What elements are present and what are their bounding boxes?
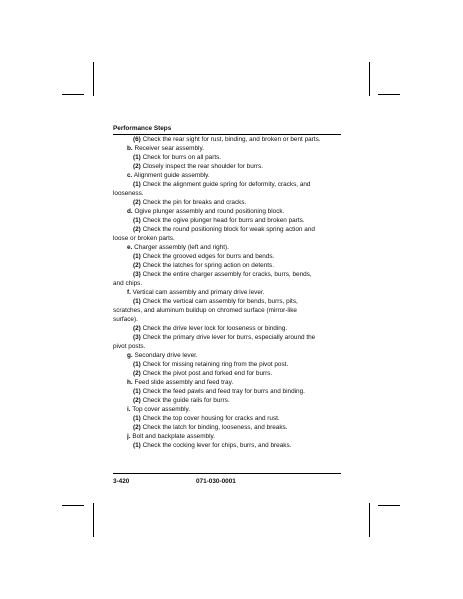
continuation-line: [113, 342, 341, 351]
step-item: [113, 207, 341, 216]
step-text: Check the primary drive lever for burrs, especially around the: [140, 334, 316, 341]
step-text: loose or broken parts.: [113, 235, 175, 242]
step-marker: (1): [133, 442, 141, 449]
step-text: Vertical cam assembly and primary drive lever.: [130, 289, 265, 296]
step-marker: (1): [133, 388, 141, 395]
step-marker: (1): [133, 154, 141, 161]
continuation-line: [113, 315, 341, 324]
crop-mark-bottom-left-horizontal: [62, 505, 84, 506]
step-text: Check the ogive plunger head for burrs and broken parts.: [140, 217, 305, 224]
step-text: Check the alignment guide spring for deformity, cracks, and: [140, 181, 311, 188]
step-item: [113, 171, 341, 180]
step-text: Receiver sear assembly.: [132, 145, 204, 152]
step-text: Bolt and backplate assembly.: [130, 433, 215, 440]
step-marker: (6): [133, 136, 141, 143]
step-marker: (2): [133, 199, 141, 206]
step-item: [113, 243, 341, 252]
step-text: Check the grooved edges for burrs and bends.: [140, 253, 275, 260]
step-text: scratches, and aluminum buildup on chromed surface (mirror-like: [113, 307, 297, 314]
step-marker: i.: [127, 406, 131, 413]
step-marker: (3): [133, 271, 141, 278]
substep-item: [113, 396, 341, 405]
step-text: Check the pin for breaks and cracks.: [140, 199, 247, 206]
step-text: Secondary drive lever.: [132, 352, 198, 359]
step-text: Check the entire charger assembly for cracks, burrs, bends,: [140, 271, 312, 278]
step-text: Check the pivot post and forked end for burrs.: [140, 370, 273, 377]
page-number: 3-420: [113, 478, 130, 485]
step-item: [113, 351, 341, 360]
substep-item: [113, 225, 341, 234]
step-marker: d.: [127, 208, 133, 215]
step-text: Charger assembly (left and right).: [132, 244, 229, 251]
step-text: surface).: [113, 316, 138, 323]
substep-item: [113, 387, 341, 396]
step-text: Check the cocking lever for chips, burrs, and breaks.: [140, 442, 292, 449]
step-marker: j.: [127, 433, 131, 440]
step-item: [113, 405, 341, 414]
task-code: 071-030-0001: [196, 478, 236, 485]
step-marker: g.: [127, 352, 133, 359]
step-marker: c.: [127, 172, 133, 179]
substep-item: [113, 135, 341, 144]
crop-mark-top-left-horizontal: [62, 94, 84, 95]
performance-steps-list: [113, 135, 341, 450]
substep-item: [113, 216, 341, 225]
substep-item: [113, 162, 341, 171]
step-item: [113, 378, 341, 387]
substep-item: [113, 423, 341, 432]
step-text: looseness.: [113, 190, 144, 197]
step-marker: (1): [133, 181, 141, 188]
step-text: Check the drive lever lock for looseness or binding.: [140, 325, 288, 332]
step-marker: (1): [133, 298, 141, 305]
continuation-line: [113, 234, 341, 243]
substep-item: [113, 198, 341, 207]
step-marker: (1): [133, 361, 141, 368]
substep-item: [113, 441, 341, 450]
step-marker: (2): [133, 370, 141, 377]
footer-rule: [113, 473, 341, 474]
continuation-line: [113, 279, 341, 288]
substep-item: [113, 261, 341, 270]
substep-item: [113, 270, 341, 279]
substep-item: [113, 297, 341, 306]
step-text: Check the vertical cam assembly for bends, burrs, pits,: [140, 298, 298, 305]
continuation-line: [113, 306, 341, 315]
step-text: Check the round positioning block for weak spring action and: [140, 226, 315, 233]
step-text: Check the feed pawls and feed tray for burrs and binding.: [140, 388, 305, 395]
substep-item: [113, 333, 341, 342]
step-marker: (2): [133, 424, 141, 431]
step-marker: (3): [133, 334, 141, 341]
step-marker: (1): [133, 217, 141, 224]
substep-item: [113, 252, 341, 261]
substep-item: [113, 360, 341, 369]
crop-mark-bottom-right-horizontal: [378, 505, 400, 506]
substep-item: [113, 324, 341, 333]
step-marker: f.: [127, 289, 131, 296]
step-marker: h.: [127, 379, 133, 386]
step-text: Feed slide assembly and feed tray.: [132, 379, 234, 386]
step-marker: (2): [133, 262, 141, 269]
step-text: Check for missing retaining ring from the pivot post.: [140, 361, 289, 368]
crop-mark-top-right-horizontal: [378, 94, 400, 95]
substep-item: [113, 414, 341, 423]
substep-item: [113, 369, 341, 378]
step-text: Check the rear sight for rust, binding, and broken or bent parts.: [140, 136, 321, 143]
step-item: [113, 288, 341, 297]
step-text: Alignment guide assembly.: [132, 172, 210, 179]
step-item: [113, 144, 341, 153]
step-text: Top cover assembly.: [130, 406, 190, 413]
step-text: Ogive plunger assembly and round positioning block.: [132, 208, 285, 215]
step-marker: b.: [127, 145, 133, 152]
step-text: Check the latch for binding, looseness, and breaks.: [140, 424, 288, 431]
step-text: Check the guide rails for burrs.: [140, 397, 230, 404]
section-header-label: Performance Steps: [113, 125, 172, 132]
crop-mark-top-right-vertical: [369, 62, 370, 96]
crop-mark-bottom-right-vertical: [369, 503, 370, 537]
crop-mark-top-left-vertical: [93, 62, 94, 96]
step-marker: (2): [133, 397, 141, 404]
step-marker: (2): [133, 226, 141, 233]
step-marker: (2): [133, 163, 141, 170]
step-marker: e.: [127, 244, 133, 251]
step-text: pivot posts.: [113, 343, 146, 350]
crop-mark-bottom-left-vertical: [93, 503, 94, 537]
substep-item: [113, 180, 341, 189]
step-text: Check the latches for spring action on detents.: [140, 262, 275, 269]
continuation-line: [113, 189, 341, 198]
step-item: [113, 432, 341, 441]
step-text: and chips.: [113, 280, 143, 287]
step-text: Check the top cover housing for cracks and rust.: [140, 415, 280, 422]
step-marker: (1): [133, 415, 141, 422]
step-text: Check for burrs on all parts.: [140, 154, 222, 161]
section-header: [113, 124, 341, 135]
step-text: Closely inspect the rear shoulder for burrs.: [140, 163, 263, 170]
substep-item: [113, 153, 341, 162]
step-marker: (2): [133, 325, 141, 332]
step-marker: (1): [133, 253, 141, 260]
